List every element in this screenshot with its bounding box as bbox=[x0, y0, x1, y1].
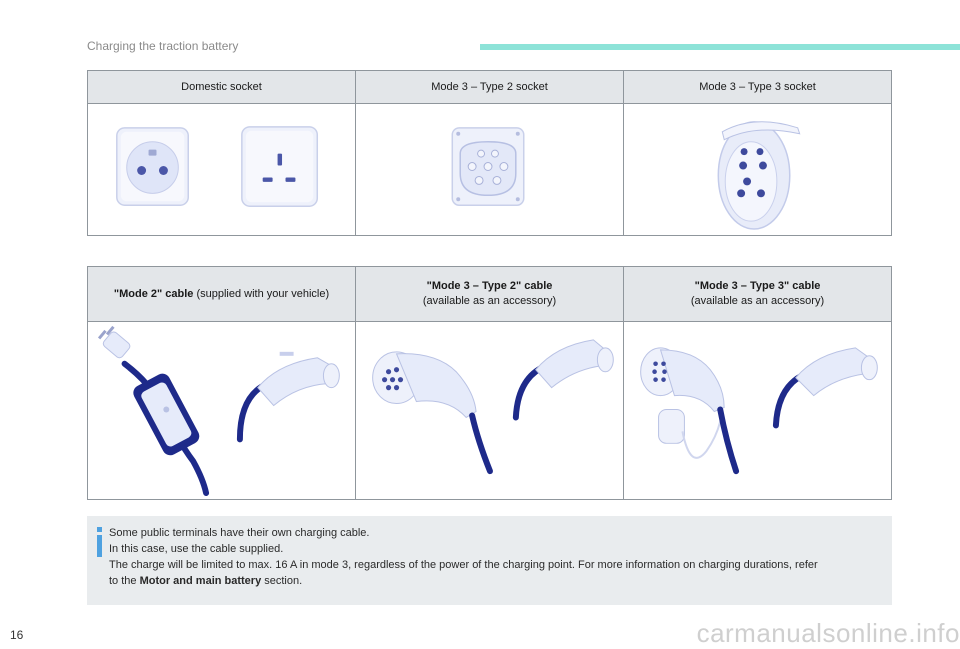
header-mode3-type3-cable bbox=[624, 267, 892, 322]
type3-socket-cell bbox=[624, 104, 892, 236]
type2-socket-icon bbox=[452, 128, 523, 205]
page-section-title: Charging the traction battery bbox=[87, 39, 239, 53]
motor-battery-reference: Motor and main battery bbox=[139, 575, 262, 587]
info-note bbox=[87, 516, 892, 605]
header-mode2-cable bbox=[88, 267, 356, 322]
mode3-type3-cable-title: "Mode 3 – Type 3" cable bbox=[694, 280, 821, 292]
domestic-sockets-illustration bbox=[88, 104, 355, 235]
type2-socket-illustration bbox=[356, 104, 623, 235]
note-line-4-suffix: section. bbox=[261, 575, 303, 587]
note-line-1: Some public terminals have their own charging cable. bbox=[109, 527, 370, 539]
type2-socket-cell bbox=[356, 104, 624, 236]
mode3-type2-cable-note: (available as an accessory) bbox=[422, 295, 557, 307]
header-accent-bar bbox=[480, 44, 960, 50]
header-mode3-type2-cable bbox=[356, 267, 624, 322]
note-line-4-prefix: to the bbox=[109, 575, 140, 587]
mode3-type3-cable-illustration bbox=[624, 322, 891, 499]
mode2-cable-title: "Mode 2" cable bbox=[113, 287, 194, 300]
cables-image-row bbox=[88, 322, 892, 500]
mode3-type2-cable-illustration bbox=[356, 322, 623, 499]
domestic-socket-cell bbox=[88, 104, 356, 236]
mode3-type3-cable-note: (available as an accessory) bbox=[690, 295, 825, 307]
type3-socket-illustration bbox=[624, 104, 891, 235]
cables-table bbox=[87, 266, 892, 500]
mode3-type3-cable-cell bbox=[624, 322, 892, 500]
mode3-type2-cable-cell bbox=[356, 322, 624, 500]
info-icon bbox=[96, 527, 103, 557]
uk-socket-icon bbox=[242, 127, 317, 206]
type2-cable-plug-icon bbox=[373, 340, 614, 471]
type3-socket-icon bbox=[718, 122, 799, 229]
sockets-header-row bbox=[88, 71, 892, 104]
type3-cable-plug-icon bbox=[641, 348, 878, 471]
french-socket-icon bbox=[117, 128, 188, 205]
sockets-table bbox=[87, 70, 892, 236]
mode2-cable-illustration bbox=[88, 322, 355, 499]
mode3-type2-cable-title: "Mode 3 – Type 2" cable bbox=[426, 280, 553, 292]
note-line-3: The charge will be limited to max. 16 A in mode 3, regardless of the power of the charging point. For more information on charging durations, refer bbox=[109, 559, 818, 571]
mode2-cable-note: (supplied with your vehicle) bbox=[193, 287, 330, 300]
note-line-2: In this case, use the cable supplied. bbox=[109, 543, 284, 555]
cables-header-row bbox=[88, 267, 892, 322]
mode2-cable-cell bbox=[88, 322, 356, 500]
sockets-image-row bbox=[88, 104, 892, 236]
header-type2-socket: Mode 3 – Type 2 socket bbox=[356, 71, 624, 104]
note-line-4 bbox=[109, 573, 882, 589]
header-domestic-socket: Domestic socket bbox=[88, 71, 356, 104]
header-type3-socket: Mode 3 – Type 3 socket bbox=[624, 71, 892, 104]
watermark: carmanualsonline.info bbox=[696, 618, 960, 648]
mode2-cable-icon bbox=[98, 326, 339, 493]
page-number: 16 bbox=[10, 628, 24, 642]
